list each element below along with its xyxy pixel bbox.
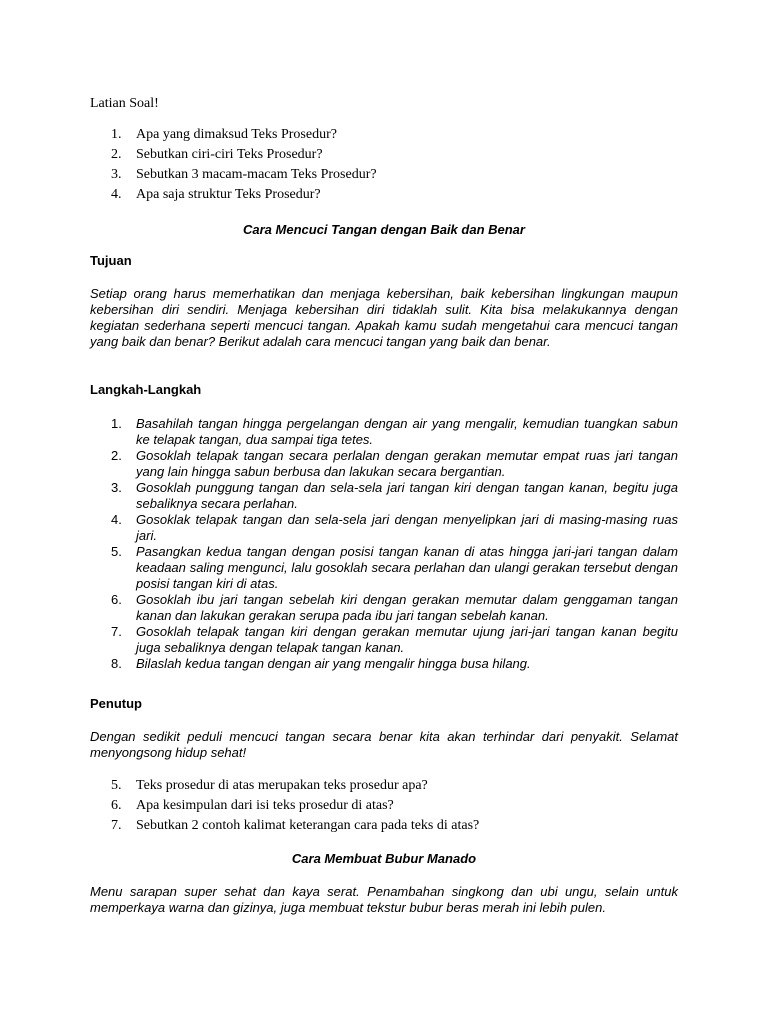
list-item [90,544,678,592]
text-title-bubur-manado: Cara Membuat Bubur Manado [291,851,477,866]
list-item [90,416,678,448]
steps-list [90,416,678,672]
item-number: 6. [111,798,122,813]
item-text: Pasangkan kedua tangan dengan posisi tangan kanan di atas hingga jari-jari tangan dalam keadaan saling mengunci, lalu gosoklah secara perlahan dan ulangi gerakan tersebut dengan posisi tangan kiri di atas. [136,544,678,591]
list-item [90,816,690,836]
item-number: 6. [111,592,122,607]
paragraph-penutup: Dengan sedikit peduli mencuci tangan secara benar kita akan terhindar dari penyakit. Selamat menyongsong hidup sehat! [90,729,678,760]
item-number: 4. [111,512,122,527]
item-number: 3. [111,480,122,495]
item-number: 5. [111,544,122,559]
text-title-cuci-tangan: Cara Mencuci Tangan dengan Baik dan Benar [243,222,525,237]
list-item [90,145,690,165]
item-text: Gosoklak telapak tangan dan sela-sela jari dengan menyelipkan jari di masing-masing ruas jari. [136,512,678,543]
paragraph-tujuan: Setiap orang harus memerhatikan dan menjaga kebersihan, baik kebersihan lingkungan maupun kebersihan diri sendiri. Menjaga kebersihan diri tidaklah sulit. Kita bisa melakukannya dengan kegiatan sederhana seperti mencuci tangan. Apakah kamu sudah mengetahui cara mencuci tangan yang baik dan benar? Berikut adalah cara mencuci tangan yang baik dan benar. [90,286,678,349]
item-text: Basahilah tangan hingga pergelangan dengan air yang mengalir, kemudian tuangkan sabun ke telapak tangan, dua sampai tiga tetes. [136,416,678,447]
item-number: 8. [111,656,122,671]
item-number: 4. [111,187,122,202]
item-text: Sebutkan 2 contoh kalimat keterangan cara pada teks di atas? [136,818,480,833]
intro-heading: Latian Soal! [90,96,159,111]
item-text: Gosoklah ibu jari tangan sebelah kiri dengan gerakan memutar dalam genggaman tangan kanan dan lakukan gerakan serupa pada ibu jari tangan sebelah kanan. [136,592,678,623]
list-item [90,512,678,544]
item-text: Apa saja struktur Teks Prosedur? [136,187,321,202]
list-item [90,592,678,624]
item-text: Gosoklah telapak tangan secara perlalan dengan gerakan memutar empat ruas jari tangan yang lain hingga sabun berbusa dan lakukan secara bergantian. [136,448,678,479]
item-text: Gosoklah telapak tangan kiri dengan gerakan memutar ujung jari-jari tangan kanan begitu juga sebaliknya dengan telapak tangan kanan. [136,624,678,655]
item-text: Apa yang dimaksud Teks Prosedur? [136,127,337,142]
questions-list-1 [90,125,690,205]
list-item [90,796,690,816]
list-item [90,480,678,512]
item-text: Bilaslah kedua tangan dengan air yang mengalir hingga busa hilang. [136,656,531,671]
item-number: 1. [111,127,122,142]
item-number: 7. [111,818,122,833]
section-heading-penutup: Penutup [90,696,142,711]
paragraph-bubur-manado: Menu sarapan super sehat dan kaya serat. Penambahan singkong dan ubi ungu, selain untuk memperkaya warna dan gizinya, juga membuat tekstur bubur beras merah ini lebih pulen. [90,884,678,915]
list-item [90,656,678,672]
item-text: Sebutkan 3 macam-macam Teks Prosedur? [136,167,377,182]
list-item [90,624,678,656]
item-text: Sebutkan ciri-ciri Teks Prosedur? [136,147,323,162]
section-heading-langkah: Langkah-Langkah [90,382,202,397]
item-number: 3. [111,167,122,182]
item-number: 2. [111,448,122,463]
questions-list-2 [90,776,690,836]
item-text: Teks prosedur di atas merupakan teks prosedur apa? [136,778,428,793]
item-text: Apa kesimpulan dari isi teks prosedur di atas? [136,798,394,813]
item-number: 7. [111,624,122,639]
list-item [90,165,690,185]
list-item [90,125,690,145]
list-item [90,448,678,480]
item-number: 5. [111,778,122,793]
item-text: Gosoklah punggung tangan dan sela-sela jari tangan kiri dengan tangan kanan, begitu juga sebaliknya secara perlahan. [136,480,678,511]
section-heading-tujuan: Tujuan [90,253,132,268]
list-item [90,185,690,205]
list-item [90,776,690,796]
item-number: 2. [111,147,122,162]
item-number: 1. [111,416,122,431]
